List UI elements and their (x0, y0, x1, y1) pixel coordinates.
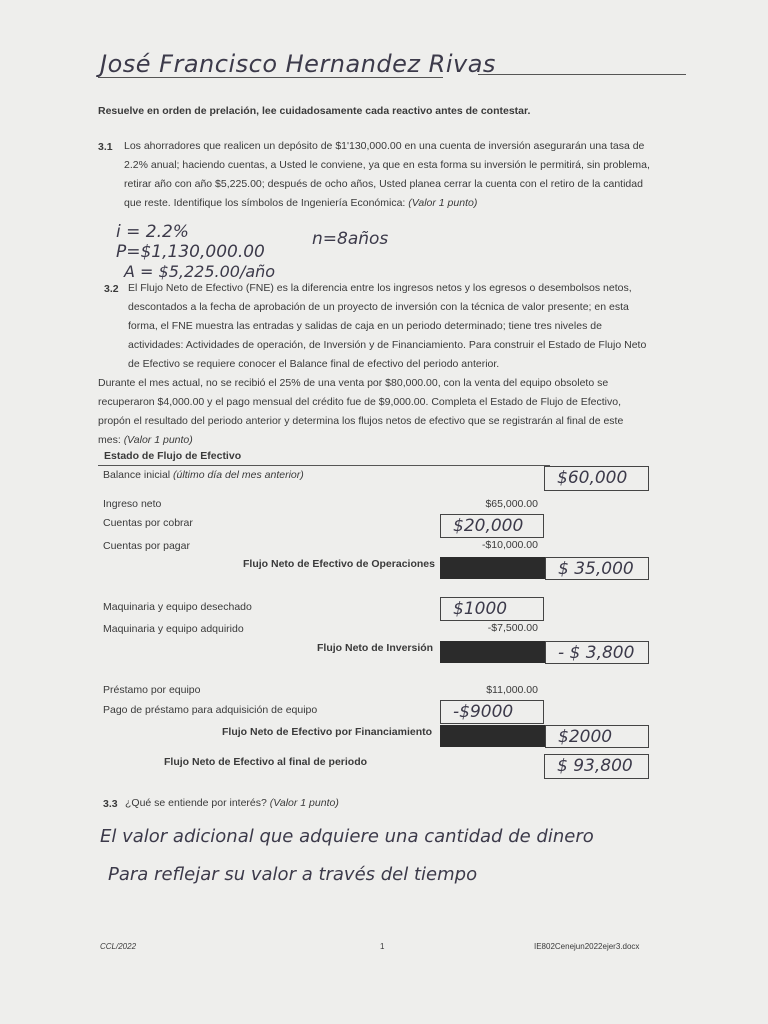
footer-left: CCL/2022 (100, 942, 137, 951)
balance-note: (último día del mes anterior) (173, 469, 304, 481)
q32-number: 3.2 (104, 283, 119, 295)
q32-line-1: El Flujo Neto de Efectivo (FNE) es la diferencia entre los ingresos netos y los egresos o desembolsos netos, (128, 282, 632, 294)
balance-label: Balance inicial (103, 469, 171, 481)
q33-question: ¿Qué se entiende por interés? (125, 797, 267, 809)
fne-inversion-dark-cell (440, 641, 545, 663)
fne-inversion-answer-box: - $ 3,800 (545, 641, 649, 664)
fne-operaciones-label: Flujo Neto de Efectivo de Operaciones (243, 558, 435, 570)
q31-last-line: que reste. Identifique los símbolos de Ingeniería Económica: (124, 197, 406, 209)
name-underline (98, 77, 443, 78)
q32-para-line-2: recuperaron $4,000.00 y el pago mensual del crédito fue de $9,000.00. Completa el Estado de Flujo de Efectivo, (98, 396, 622, 408)
answer-i: i = 2.2% (116, 222, 189, 242)
q32-para-line-3: propón el resultado del periodo anterior y determina los flujos netos de efectivo que se registrarán al final de este (98, 415, 624, 427)
statement-title: Estado de Flujo de Efectivo (104, 450, 242, 462)
q32-line-5: de Efectivo se requiere conocer el Balance final de efectivo del periodo anterior. (128, 358, 500, 370)
q31-line-4 (124, 194, 684, 213)
q32-line-2: descontados a la fecha de aprobación de un proyecto de inversión con la técnica de valor presente; en esta (128, 301, 629, 313)
balance-row (103, 469, 304, 481)
instructions: Resuelve en orden de prelación, lee cuidadosamente cada reactivo antes de contestar. (98, 105, 531, 117)
cuentas-pagar-label: Cuentas por pagar (103, 540, 190, 552)
q32-line-4: actividades: Actividades de operación, de Inversión y de Financiamiento. Para construir el Estado de Flujo Neto (128, 339, 647, 351)
q33-answer-line-1: El valor adicional que adquiere una cantidad de dinero (100, 826, 594, 847)
q31-line-1: Los ahorradores que realicen un depósito de $1'130,000.00 en una cuenta de inversión asegurarán una tasa de (124, 140, 645, 152)
q31-line-2: 2.2% anual; haciendo cuentas, a Usted le conviene, ya que en esta forma su inversión le permitirá, sin problema, (124, 159, 650, 171)
maq-desechado-answer-box: $1000 (440, 597, 544, 621)
fne-financiamiento-label: Flujo Neto de Efectivo por Financiamiento (222, 726, 433, 738)
maq-adquirido-label: Maquinaria y equipo adquirido (103, 623, 244, 635)
q32-line-3: forma, el FNE muestra las entradas y salidas de caja en un periodo determinado; tiene tres niveles de (128, 320, 602, 332)
q31-line-3: retirar año con año $5,225.00; después de ocho años, Usted planea cerrar la cuenta con el retiro de la cantidad (124, 178, 643, 190)
maq-desechado-label: Maquinaria y equipo desechado (103, 601, 252, 613)
second-underline (478, 74, 686, 75)
answer-n: n=8años (312, 229, 389, 249)
q33-value: (Valor 1 punto) (269, 797, 339, 809)
q33-question-row (125, 794, 339, 813)
prestamo-label: Préstamo por equipo (103, 684, 201, 696)
fne-final-answer-box: $ 93,800 (544, 754, 649, 779)
fne-inversion-label: Flujo Neto de Inversión (317, 642, 434, 654)
answer-p: P=$1,130,000.00 (116, 242, 265, 262)
q33-number: 3.3 (103, 798, 118, 810)
prestamo-value: $11,000.00 (486, 684, 538, 696)
balance-answer-box: $60,000 (544, 466, 649, 491)
ingreso-neto-value: $65,000.00 (485, 498, 538, 510)
q31-text (124, 137, 684, 213)
q32-last-line: mes: (98, 434, 121, 446)
fne-financiamiento-dark-cell (440, 725, 545, 747)
answer-a: A = $5,225.00/año (124, 262, 276, 281)
student-name: José Francisco Hernandez Rivas (100, 50, 496, 78)
fne-financiamiento-answer-box: $2000 (545, 725, 649, 748)
footer-right: IE802Cenejun2022ejer3.docx (534, 942, 640, 951)
q31-value: (Valor 1 punto) (408, 197, 478, 209)
cuentas-cobrar-answer-box: $20,000 (440, 514, 544, 538)
cuentas-cobrar-label: Cuentas por cobrar (103, 517, 193, 529)
cuentas-pagar-value: -$10,000.00 (481, 539, 538, 551)
q33-answer-line-2: Para reflejar su valor a través del tiempo (108, 864, 478, 885)
q32-para-line-1: Durante el mes actual, no se recibió el 25% de una venta por $80,000.00, con la venta del equipo obsoleto se (98, 377, 609, 389)
footer-page: 1 (380, 942, 385, 951)
maq-adquirido-value: -$7,500.00 (487, 622, 538, 634)
pago-prestamo-label: Pago de préstamo para adquisición de equipo (103, 704, 318, 716)
statement-title-rule (98, 465, 550, 466)
fne-operaciones-dark-cell (440, 557, 545, 579)
q32-value: (Valor 1 punto) (123, 434, 193, 446)
q32-paragraph (98, 374, 688, 450)
fne-final-label: Flujo Neto de Efectivo al final de periodo (164, 756, 368, 768)
ingreso-neto-label: Ingreso neto (103, 498, 162, 510)
q32-text (128, 279, 688, 374)
fne-operaciones-answer-box: $ 35,000 (545, 557, 649, 580)
q32-para-line-4 (98, 431, 688, 450)
pago-prestamo-answer-box: -$9000 (440, 700, 544, 724)
q31-number: 3.1 (98, 141, 113, 153)
